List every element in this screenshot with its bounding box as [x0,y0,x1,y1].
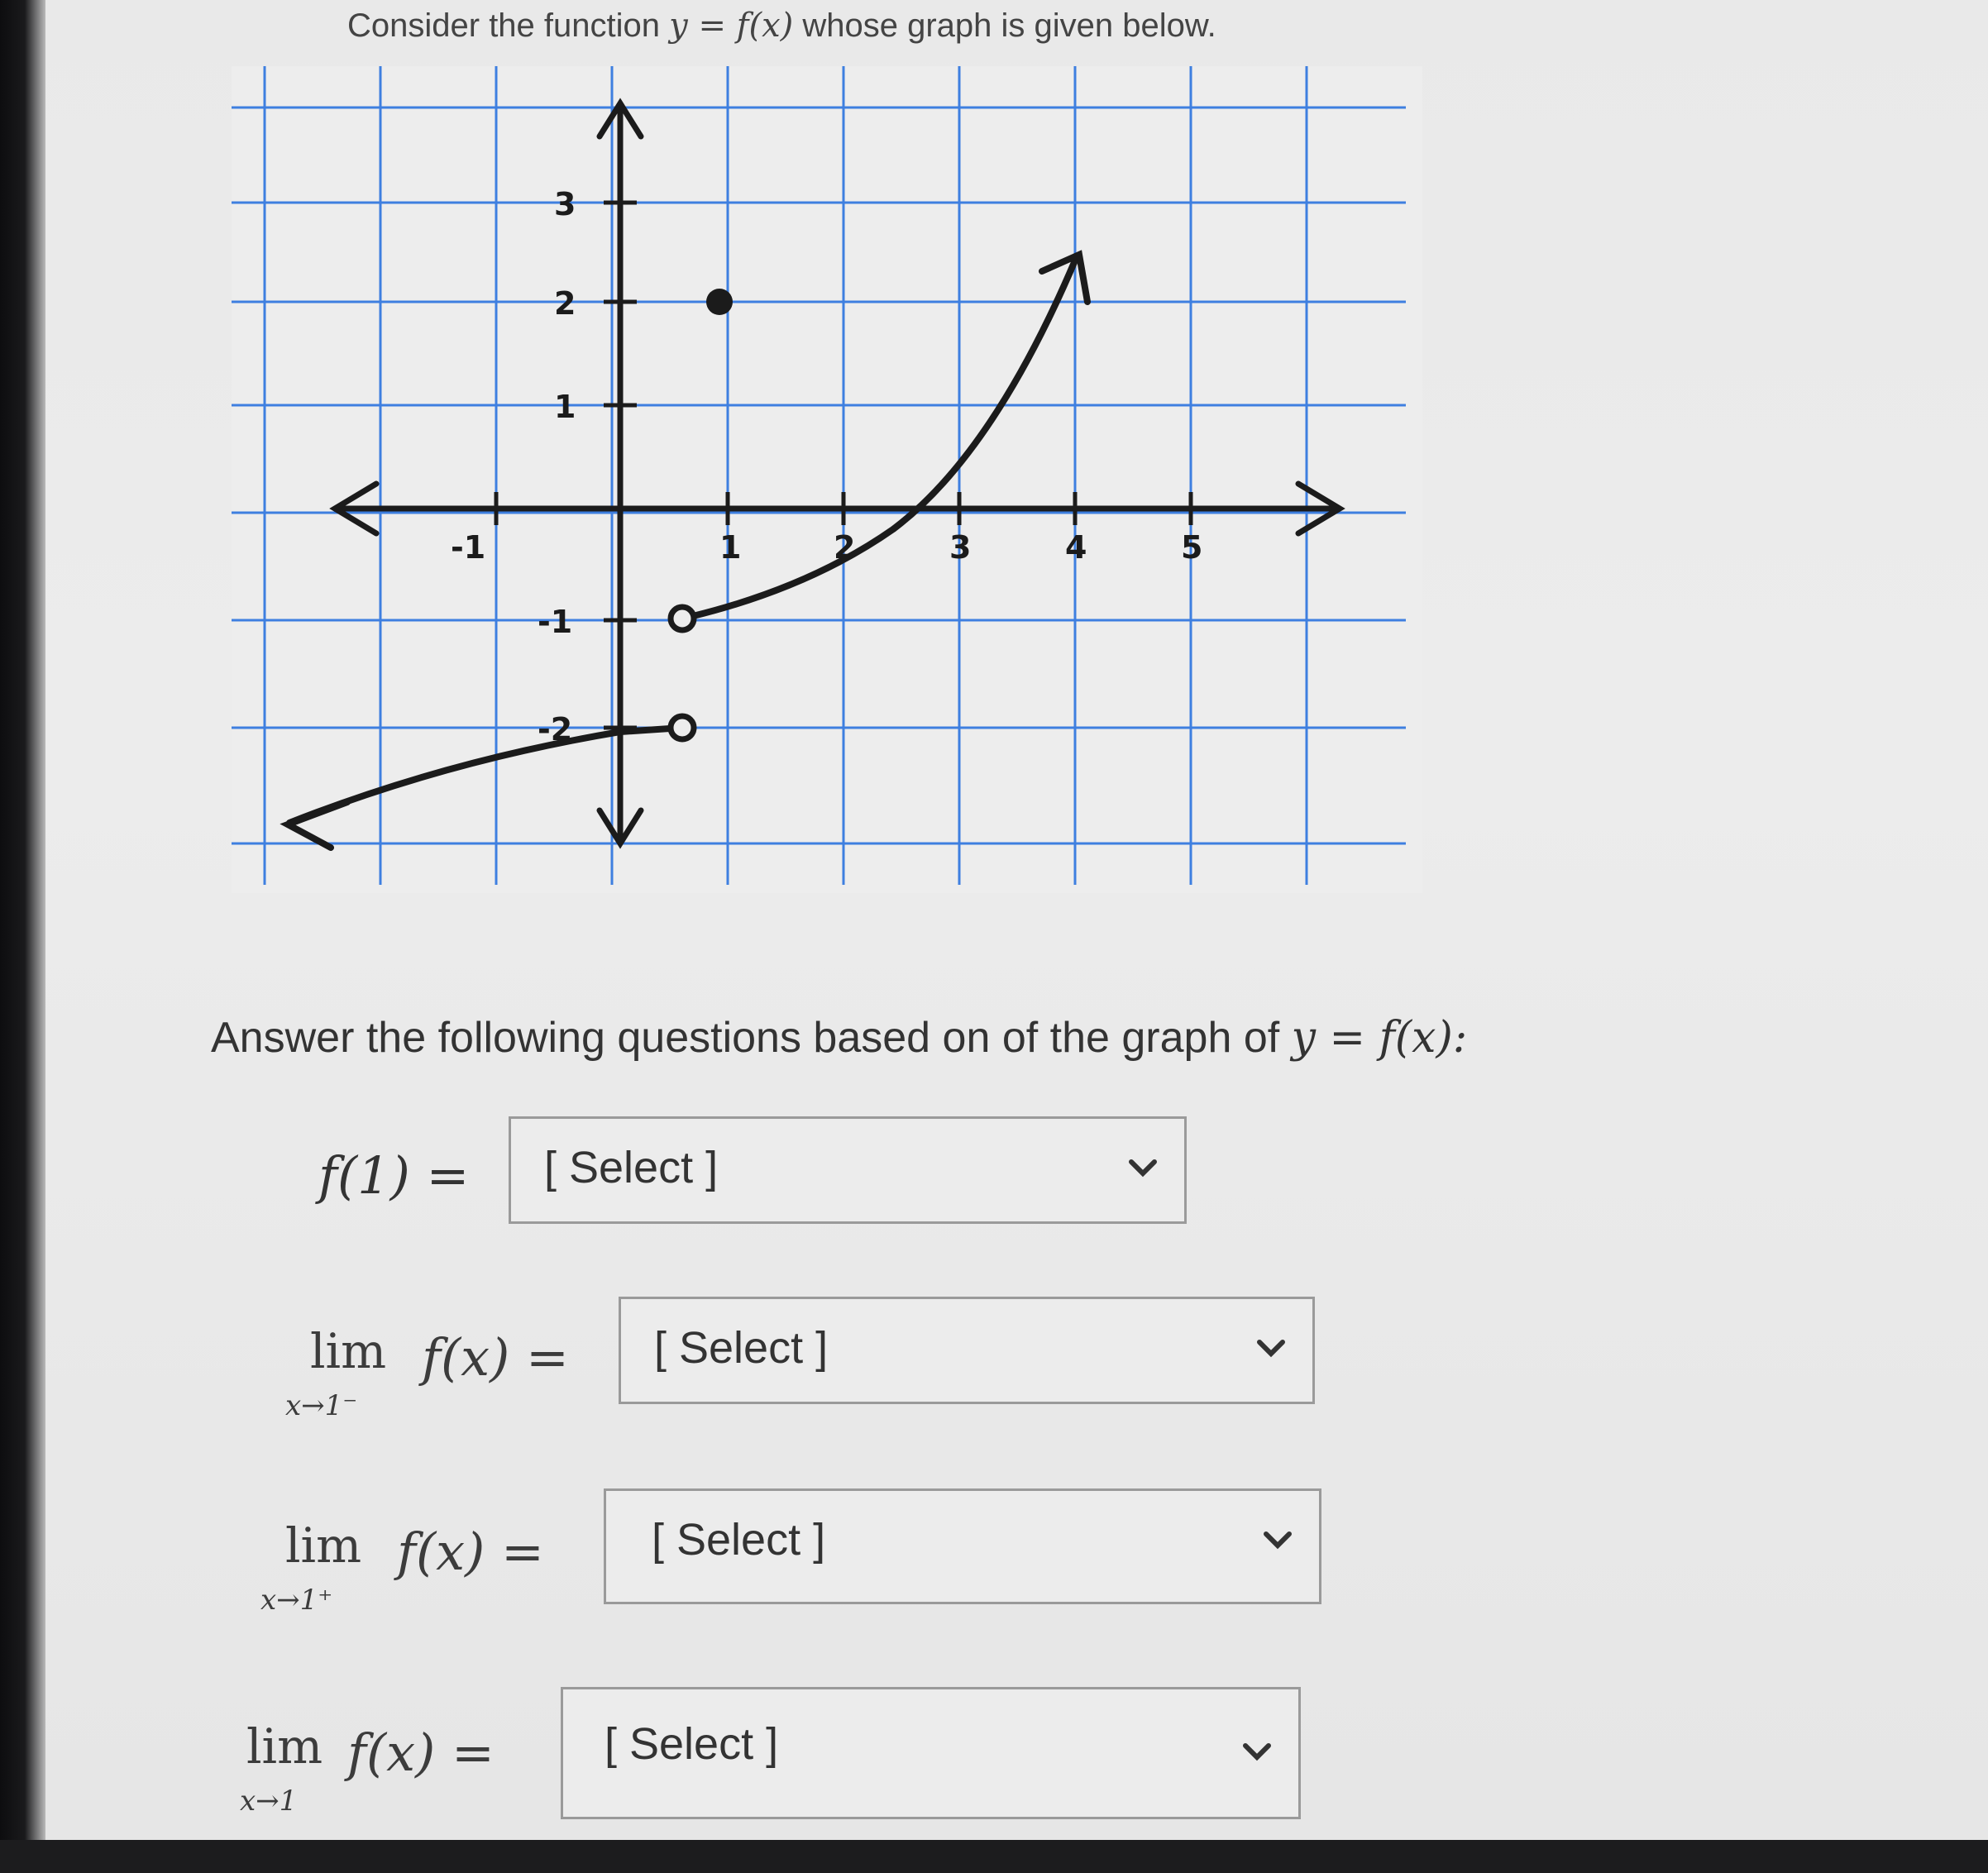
prompt-equation: y = f(x): [1291,1013,1468,1063]
x-tick-label: -1 [451,529,486,566]
chevron-down-icon [1240,1739,1274,1764]
y-tick-label: -2 [538,711,573,748]
y-tick-label: 2 [554,285,576,322]
chevron-down-icon [1254,1335,1288,1360]
select-f-of-1-value: [ Select ] [544,1143,719,1192]
chevron-down-icon [1261,1527,1294,1552]
question-2-subscript: x→1⁻ [285,1389,358,1422]
prompt-text: Answer the following questions based on of the graph of [211,1014,1292,1062]
question-4-subscript: x→1 [240,1785,298,1818]
y-tick-label: -1 [538,604,573,640]
intro-equation: y = f(x) [669,7,794,45]
intro-text [347,7,1216,45]
screen-bezel [0,1840,1988,1873]
x-tick-label: 2 [834,529,856,566]
open-circle-left-limit [671,716,694,739]
select-right-limit-value: [ Select ] [652,1515,826,1565]
question-2-lim: lim [310,1323,387,1379]
question-prompt [211,1013,1467,1063]
question-3-subscript: x→1⁺ [260,1584,333,1617]
intro-suffix: whose graph is given below. [793,7,1216,44]
question-3-expr: f(x) = [397,1522,544,1582]
x-tick-label: 4 [1065,529,1087,566]
y-tick-label: 3 [554,186,576,222]
chevron-down-icon [1126,1155,1159,1180]
select-left-limit-value: [ Select ] [654,1323,829,1373]
y-tick-label: 1 [554,389,576,425]
select-left-limit[interactable] [619,1297,1315,1404]
question-4-lim: lim [246,1718,323,1775]
question-2-expr: f(x) = [422,1327,569,1388]
select-right-limit[interactable] [604,1488,1321,1604]
question-4-expr: f(x) = [347,1722,495,1783]
x-tick-label: 3 [949,529,972,566]
intro-prefix: Consider the function [347,7,670,44]
question-3-lim: lim [285,1517,362,1574]
select-two-sided-limit-value: [ Select ] [605,1719,779,1769]
select-two-sided-limit[interactable] [561,1687,1301,1819]
filled-point-f1 [706,289,733,315]
function-graph [232,66,1422,893]
x-tick-label: 1 [719,529,742,566]
x-tick-label: 5 [1181,529,1203,566]
graph-background [232,66,1422,893]
open-circle-right-limit [671,607,694,630]
select-f-of-1[interactable] [509,1116,1187,1224]
question-1-label: f(1) = [318,1145,470,1206]
